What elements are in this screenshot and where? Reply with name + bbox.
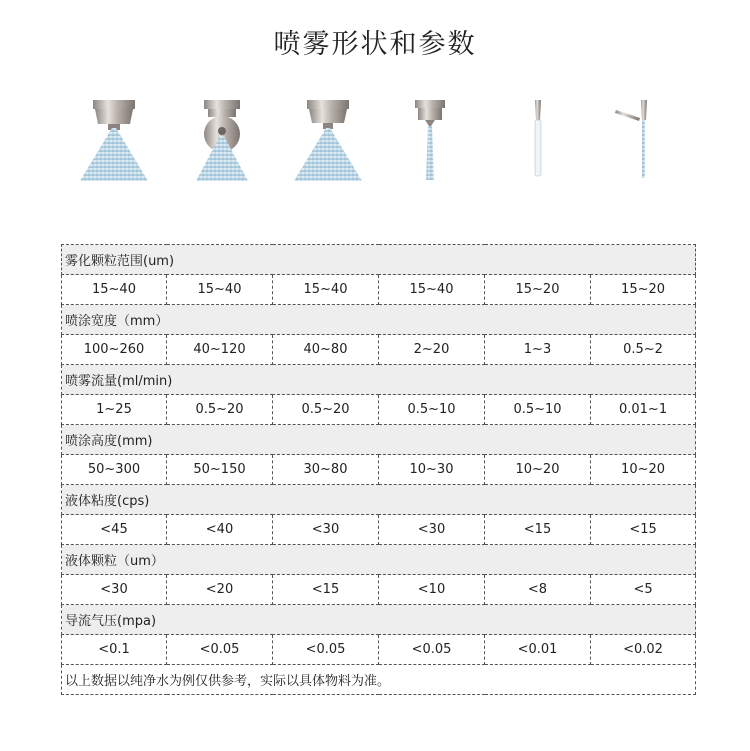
param-value-cell: 15~20 — [591, 275, 696, 305]
param-header-row — [62, 545, 696, 575]
param-value-cell: 0.5~10 — [379, 395, 485, 425]
param-value-cell: 15~40 — [379, 275, 485, 305]
param-value-cell: 50~300 — [62, 455, 167, 485]
param-values-row — [62, 395, 696, 425]
param-value-cell: <10 — [379, 575, 485, 605]
param-value-cell: 0.5~10 — [485, 395, 591, 425]
param-value-cell: 15~40 — [62, 275, 167, 305]
nozzle-illustrations — [62, 96, 696, 191]
wide-cone-nozzle-2-icon — [274, 96, 379, 191]
param-value-cell: 2~20 — [379, 335, 485, 365]
footnote: 以上数据以纯净水为例仅供参考，实际以具体物料为准。 — [62, 665, 696, 695]
param-label: 喷涂高度(mm) — [62, 425, 696, 455]
param-header-row — [62, 425, 696, 455]
param-value-cell: 15~40 — [273, 275, 379, 305]
param-value-cell: <30 — [273, 515, 379, 545]
param-header-row — [62, 605, 696, 635]
param-label: 喷雾流量(ml/min) — [62, 365, 696, 395]
param-values-row — [62, 455, 696, 485]
param-value-cell: <20 — [167, 575, 273, 605]
param-header-row — [62, 365, 696, 395]
param-values-row — [62, 575, 696, 605]
param-label: 雾化颗粒范围(um) — [62, 245, 696, 275]
param-value-cell: 0.5~20 — [273, 395, 379, 425]
param-value-cell: 1~3 — [485, 335, 591, 365]
param-value-cell: 15~20 — [485, 275, 591, 305]
param-value-cell: <40 — [167, 515, 273, 545]
param-header-row — [62, 245, 696, 275]
param-value-cell: 1~25 — [62, 395, 167, 425]
param-value-cell: 0.5~2 — [591, 335, 696, 365]
param-value-cell: 15~40 — [167, 275, 273, 305]
param-value-cell: <15 — [273, 575, 379, 605]
param-value-cell: 0.01~1 — [591, 395, 696, 425]
param-value-cell: <0.02 — [591, 635, 696, 665]
note-row — [62, 665, 696, 695]
param-value-cell: <0.05 — [273, 635, 379, 665]
param-value-cell: <0.1 — [62, 635, 167, 665]
param-value-cell: 100~260 — [62, 335, 167, 365]
param-value-cell: 10~20 — [485, 455, 591, 485]
narrow-jet-nozzle-icon — [380, 96, 485, 191]
param-value-cell: <0.05 — [167, 635, 273, 665]
param-label: 导流气压(mpa) — [62, 605, 696, 635]
param-label: 液体颗粒（um） — [62, 545, 696, 575]
param-value-cell: 50~150 — [167, 455, 273, 485]
wide-cone-nozzle-icon — [62, 96, 167, 191]
param-value-cell: <15 — [591, 515, 696, 545]
param-values-row — [62, 275, 696, 305]
param-header-row — [62, 305, 696, 335]
spec-table — [61, 244, 696, 695]
param-value-cell: 0.5~20 — [167, 395, 273, 425]
param-values-row — [62, 515, 696, 545]
param-value-cell: <30 — [379, 515, 485, 545]
param-label: 液体粘度(cps) — [62, 485, 696, 515]
round-body-cone-nozzle-icon — [168, 96, 273, 191]
param-value-cell: <0.05 — [379, 635, 485, 665]
param-value-cell: <30 — [62, 575, 167, 605]
param-values-row — [62, 335, 696, 365]
needle-nozzle-icon — [486, 96, 591, 191]
param-value-cell: 40~120 — [167, 335, 273, 365]
param-value-cell: 10~30 — [379, 455, 485, 485]
param-label: 喷涂宽度（mm） — [62, 305, 696, 335]
param-value-cell: <45 — [62, 515, 167, 545]
param-value-cell: <5 — [591, 575, 696, 605]
param-values-row — [62, 635, 696, 665]
param-value-cell: <0.01 — [485, 635, 591, 665]
param-value-cell: 30~80 — [273, 455, 379, 485]
param-header-row — [62, 485, 696, 515]
param-value-cell: <15 — [485, 515, 591, 545]
param-value-cell: 40~80 — [273, 335, 379, 365]
needle-side-air-nozzle-icon — [592, 96, 697, 191]
param-value-cell: <8 — [485, 575, 591, 605]
page-title: 喷雾形状和参数 — [273, 29, 477, 60]
param-value-cell: 10~20 — [591, 455, 696, 485]
